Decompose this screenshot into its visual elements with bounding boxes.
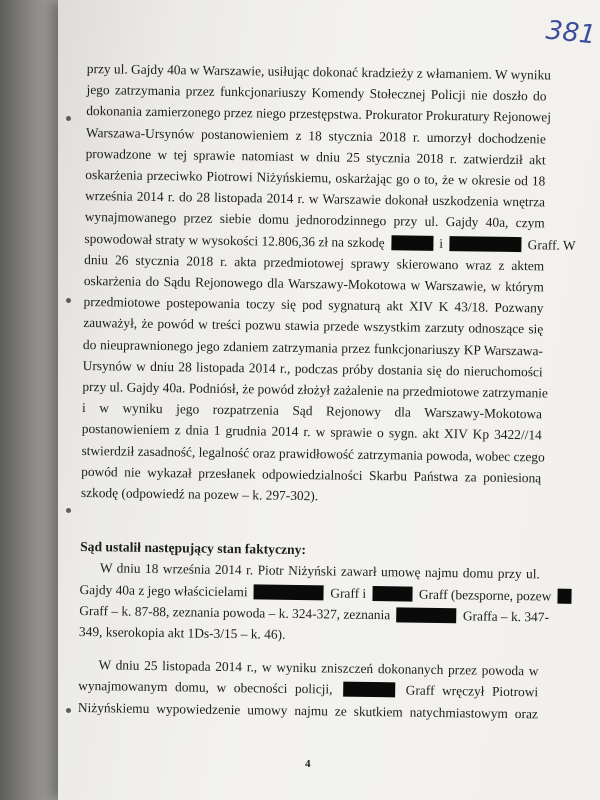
text-line: dokonania zamierzonego przez niego przestępstwa. Prokurator Prokuratury Rejonowej: [86, 103, 552, 125]
text-line: wynajmowanego przez siebie domu jednorodzinnego przy ul. Gajdy 40a, czym: [84, 209, 545, 231]
text-line: Niżyńskiemu wypowiedzenie umowy najmu ze skutkiem natychmiastowym oraz: [77, 699, 538, 722]
text-line: Warszawa-Ursynów postanowieniem z 18 stycznia 2018 r. umorzył dochodzenie: [85, 124, 547, 147]
text-fragment: Graffa – k. 347-: [462, 608, 550, 625]
text-line: oskarżenia przeciwko Piotrowi Niżyńskiemu, oskarżając go o to, że w okresie od 18: [85, 167, 546, 189]
text-line: do nieuprawnionego jego zdaniem zatrzymania przez funkcjonariuszy KP Warszawa-: [82, 336, 544, 359]
redaction-box: [372, 586, 412, 602]
text-line: przy ul. Gajdy 40a. Podniósł, że powód złożył zażalenie na przedmiotowe zatrzymanie: [82, 379, 549, 401]
text-fragment: Gajdy 40a z jego właścicielami: [79, 581, 248, 599]
text-line: przy ul. Gajdy 40a w Warszawie, usiłując dokonać kradzieży z włamaniem. W wyniku: [86, 60, 552, 83]
text-line: przedmiotowe postepowania toczy się pod sygnaturą akt XIV K 43/18. Pozwany: [83, 294, 544, 316]
paragraph-1: [80, 58, 576, 510]
redaction-box: [391, 235, 433, 251]
text-line: zauważył, że powód w treści pozwu stawia przede wszystkim zarzuty odnoszące się: [83, 315, 544, 337]
text-fragment: Graff. W: [527, 236, 576, 253]
text-fragment: Graff wręczył Piotrowi: [405, 682, 539, 700]
text-fragment: i: [439, 235, 444, 251]
page-number: 4: [305, 758, 311, 770]
text-line: września 2014 r. do 28 listopada 2014 r. w Warszawie dokonał uszkodzenia wnętrza: [84, 188, 546, 210]
text-fragment: wynajmowanym domu, w obecności policji,: [78, 678, 333, 697]
document-text: [77, 58, 576, 724]
text-fragment: Graff – k. 87-88, zeznania powoda – k. 324-327, zeznania: [79, 602, 391, 623]
binder-hole: [66, 708, 71, 713]
binder-hole: [66, 116, 71, 121]
text-line: W dniu 25 listopada 2014 r., w wyniku zniszczeń dokonanych przez powoda w: [98, 657, 539, 679]
text-line: prowadzone w tej sprawie natomiast w dniu 25 stycznia 2018 r. zatwierdził akt: [85, 145, 546, 168]
redaction-box: [254, 584, 324, 600]
text-line: Ursynów w dniu 28 listopada 2014 r., podczas próby dostania się do nieruchomości: [82, 357, 543, 380]
text-line: szkodę (odpowiedź na pozew – k. 297-302).: [80, 485, 319, 504]
paragraph-3: [78, 654, 539, 724]
text-line: jego zatrzymania przez funkcjonariuszy Komendy Stołecznej Policji nie doszło do: [86, 82, 547, 104]
binder-holes: [66, 0, 74, 800]
redaction-box: [343, 682, 395, 698]
section-heading: Sąd ustalił następujący stan faktyczny:: [80, 539, 307, 558]
text-line: dniu 26 stycznia 2018 r. akta przedmiotowej sprawy skierowano wraz z aktem: [84, 251, 545, 274]
redaction-box: [558, 588, 572, 603]
text-line: oskarżenia do Sądu Rejonowego dla Warszawy-Mokotowa w Warszawie, w którym: [83, 273, 544, 295]
handwritten-page-number: 381: [544, 15, 598, 51]
text-fragment: Graff i: [330, 585, 367, 601]
binder-hole: [66, 508, 71, 513]
paragraph-2: [78, 557, 552, 648]
redaction-box: [396, 607, 456, 623]
text-line: W dniu 18 września 2014 r. Piotr Niżyński zawarł umowę najmu domu przy ul.: [99, 560, 540, 582]
text-line: stwierdził zasadność, legalność oraz prawidłowość zatrzymania powoda, wobec czego: [81, 442, 545, 465]
text-line: 349, kserokopia akt 1Ds-3/15 – k. 46).: [78, 624, 286, 642]
text-line: i w wyniku jego rozpatrzenia Sąd Rejonowy dla Warszawy-Mokotowa: [82, 400, 543, 422]
text-line: postanowieniem z dnia 1 grudnia 2014 r. w sprawie o sygn. akt XIV Kp 3422//14: [81, 421, 542, 443]
redaction-box: [449, 236, 521, 252]
binder-hole: [66, 298, 71, 303]
text-line: powód nie wykazał przesłanek odpowiedzialności Skarbu Państwa za poniesioną: [81, 463, 542, 486]
text-fragment: Graff (bezsporne, pozew: [418, 586, 552, 604]
text-fragment: spowodował straty w wysokości 12.806,36 zł na szkodę: [84, 230, 385, 250]
